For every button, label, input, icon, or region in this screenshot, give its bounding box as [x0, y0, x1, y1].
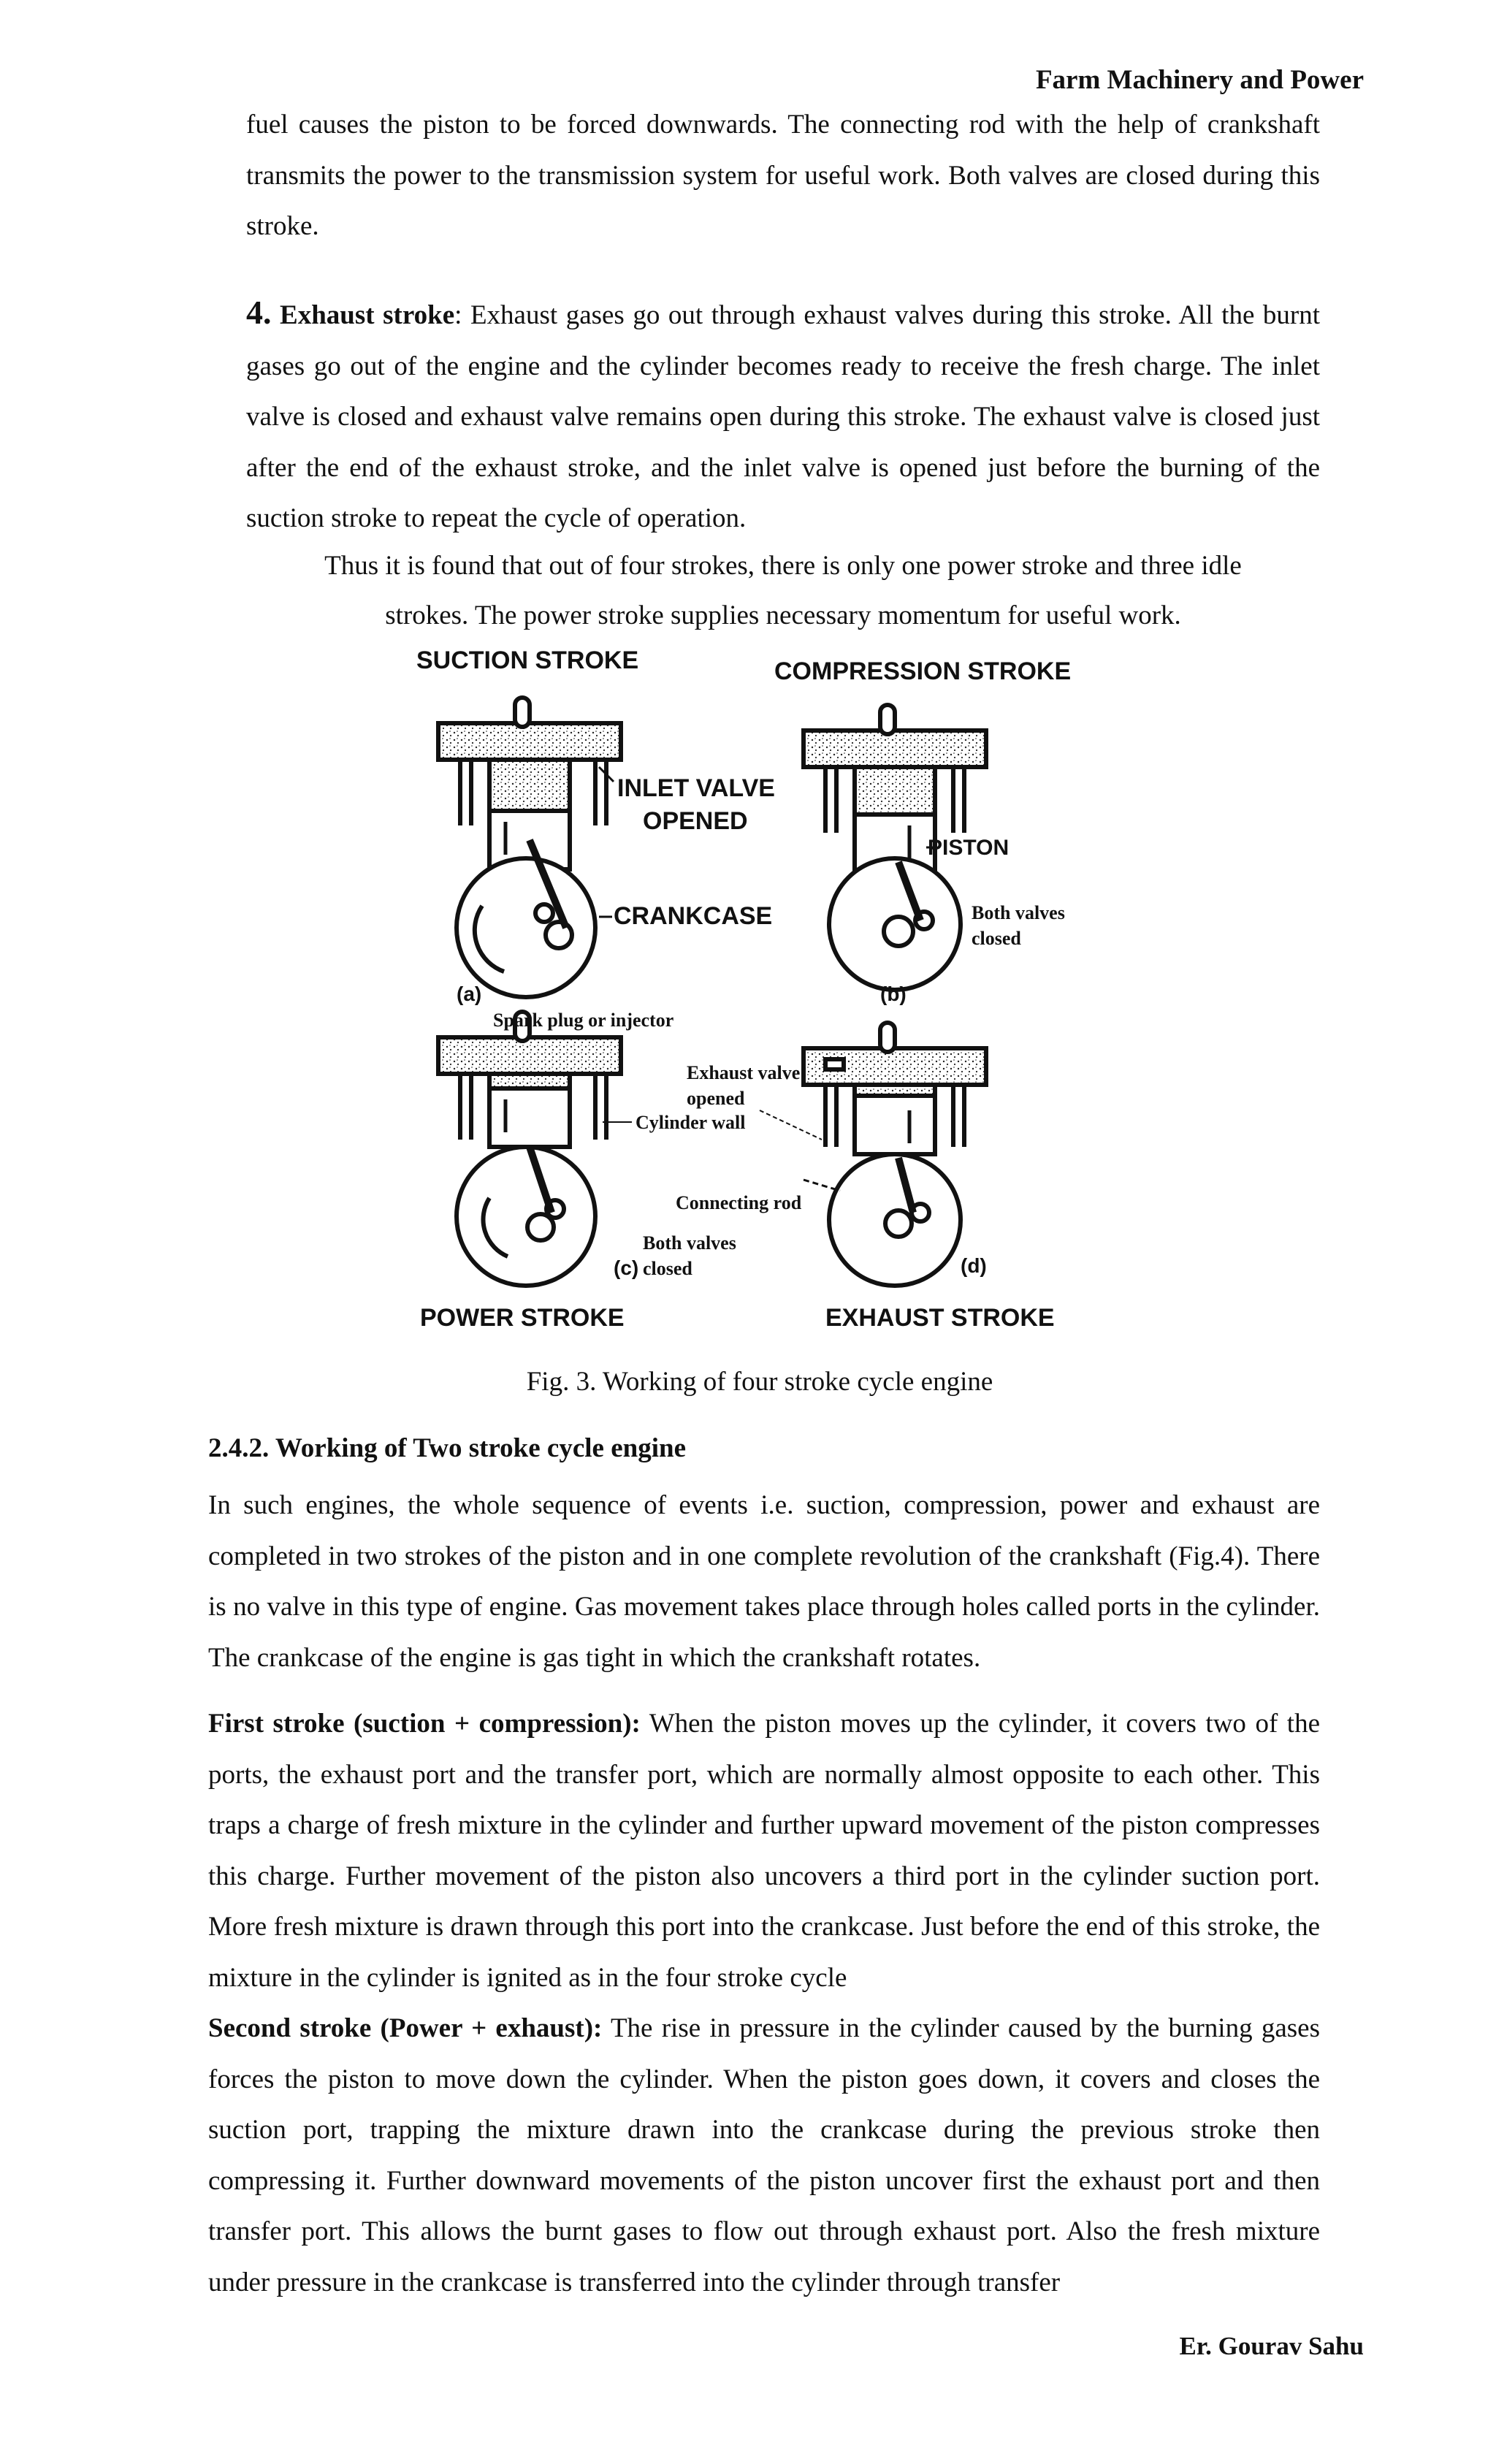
compression-stroke-title: COMPRESSION STROKE: [774, 657, 1072, 685]
both-valves-label-2: Both valves: [643, 1232, 736, 1254]
exhaust-stroke-title-fig: EXHAUST STROKE: [825, 1304, 1055, 1332]
engine-a-drawing: [438, 698, 621, 997]
suction-stroke-title: SUCTION STROKE: [416, 646, 639, 674]
paragraph-first-stroke: [208, 1698, 1320, 2003]
exhaust-stroke-title: Exhaust stroke: [280, 300, 455, 330]
figure-caption: Fig. 3. Working of four stroke cycle engine: [526, 1367, 993, 1397]
power-stroke-title: POWER STROKE: [420, 1304, 625, 1332]
label-b: (b): [880, 983, 907, 1005]
summary-line-1: Thus it is found that out of four strokes, there is only one power stroke and three idle: [324, 551, 1242, 581]
page-footer: Er. Gourav Sahu: [1179, 2332, 1364, 2360]
second-stroke-title: Second stroke (Power + exhaust):: [208, 2013, 603, 2043]
engine-d-drawing: [804, 1023, 986, 1286]
inlet-valve-label: INLET VALVE: [617, 774, 775, 802]
engine-diagram: [394, 643, 1125, 1351]
both-valves-label-1: Both valves: [972, 902, 1065, 923]
cylinder-wall-label: Cylinder wall: [636, 1112, 746, 1133]
first-stroke-text: When the piston moves up the cylinder, it covers two of the ports, the exhaust port and the transfer port, which are normally almost opposite to each other. This traps a charge of fresh mixture in the cylinder and further upward movement of the piston compresses this charge. Further movement of the piston also uncovers a third port in the cylinder suction port. More fresh mixture is drawn through this port into the crankcase. Just before the end of this stroke, the mixture in the cylinder is ignited as in the four stroke cycle: [208, 1709, 1320, 1993]
second-stroke-text: The rise in pressure in the cylinder caused by the burning gases forces the piston to move down the cylinder. When the piston goes down, it covers and closes the suction port, trapping the mixture drawn into the crankcase during the previous stroke then compressing it. Further downward movements of the piston uncover first the exhaust port and then transfer port. This allows the burnt gases to flow out through exhaust port. Also the fresh mixture under pressure in the crankcase is transferred into the cylinder through transfer: [208, 2013, 1320, 2297]
exhaust-valve-label: Exhaust valve: [687, 1062, 801, 1083]
paragraph-second-stroke: [208, 2003, 1320, 2308]
exhaust-stroke-text: : Exhaust gases go out through exhaust valves during this stroke. All the burnt gases go out of the engine and the cylinder becomes ready to receive the fresh charge. The inlet valve is closed and exhaust valve remains open during this stroke. The exhaust valve is closed just after the end of the exhaust stroke, and the inlet valve is opened just before the burning of the suction stroke to repeat the cycle of operation.: [246, 300, 1321, 533]
exhaust-opened-label: opened: [687, 1088, 745, 1109]
page-header: Farm Machinery and Power: [1035, 65, 1364, 95]
connecting-rod-label: Connecting rod: [676, 1192, 802, 1213]
label-a: (a): [457, 983, 482, 1005]
list-number: 4.: [246, 294, 272, 331]
section-heading: 2.4.2. Working of Two stroke cycle engine: [208, 1433, 687, 1463]
first-stroke-title: First stroke (suction + compression):: [208, 1709, 641, 1739]
paragraph-two-stroke-intro: In such engines, the whole sequence of events i.e. suction, compression, power and exhaust are completed in two strokes of the piston and in one complete revolution of the crankshaft (Fig.4). There is no valve in this type of engine. Gas movement takes place through holes called ports in the cylinder. The crankcase of the engine is gas tight in which the crankshaft rotates.: [208, 1490, 1320, 1673]
spark-plug-label: Spark plug or injector: [493, 1010, 674, 1031]
closed-label-2: closed: [643, 1258, 692, 1279]
paragraph-power-stroke-end: fuel causes the piston to be forced downwards. The connecting rod with the help of crankshaft transmits the power to the transmission system for useful work. Both valves are closed during this stroke.: [246, 110, 1320, 241]
summary-line-2: strokes. The power stroke supplies necessary momentum for useful work.: [385, 600, 1181, 630]
engine-c-drawing: [438, 1012, 621, 1286]
piston-label: PISTON: [928, 836, 1010, 860]
label-c: (c): [614, 1256, 639, 1279]
closed-label-1: closed: [972, 928, 1021, 949]
label-d: (d): [961, 1254, 987, 1277]
crankcase-label: CRANKCASE: [614, 902, 773, 930]
opened-label: OPENED: [643, 807, 748, 835]
four-stroke-figure: [394, 643, 1125, 1351]
paragraph-exhaust-stroke: [246, 287, 1320, 544]
